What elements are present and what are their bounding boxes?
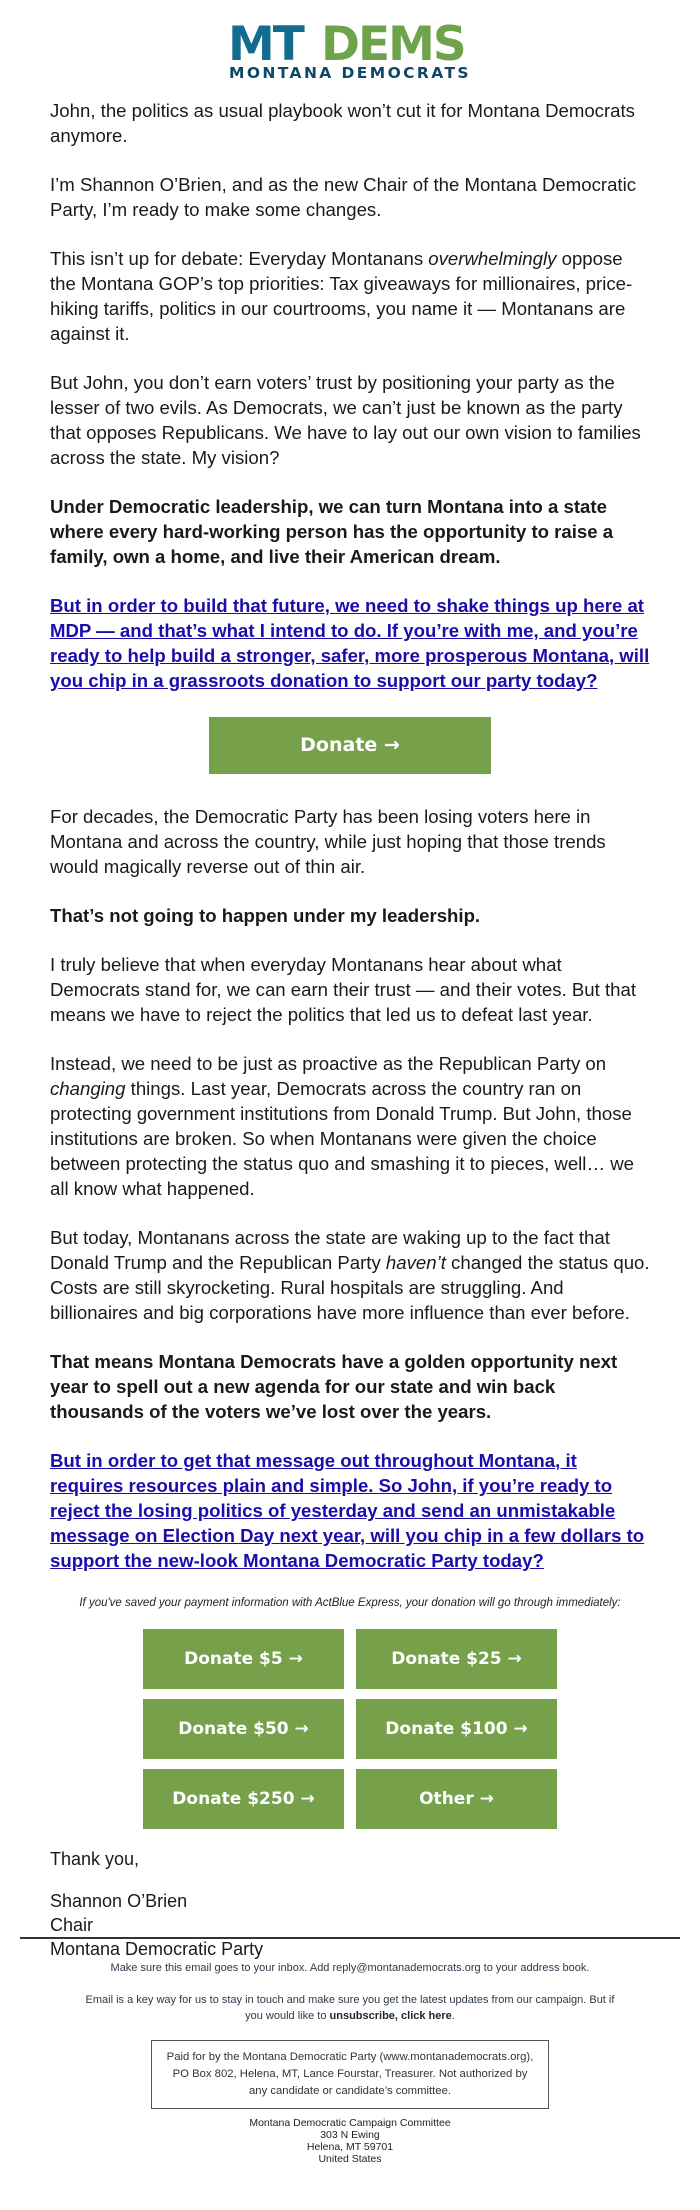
signature-title: Chair [50, 1915, 94, 1935]
donate-button[interactable]: Donate → [209, 717, 491, 774]
paragraph-ask-link-2 [50, 1448, 650, 1573]
address-line-4: United States [318, 2153, 382, 2165]
signature-block [50, 1889, 650, 1961]
logo-graphic [220, 16, 480, 82]
footer-keep-in-touch: Email is a key way for us to stay in touch and make sure you get the latest updates from our campaign. But if you would like to unsubscribe, click here. [85, 1994, 615, 2022]
paragraph-introduction-chair: I’m Shannon O’Brien, and as the new Chair of the Montana Democratic Party, I’m ready to make some changes. [50, 174, 637, 220]
donate-250-button[interactable]: Donate $250 → [143, 1769, 344, 1829]
address-line-3: Helena, MT 59701 [306, 2141, 394, 2153]
donate-main-wrap [50, 717, 650, 774]
paragraph-trust: But John, you don’t earn voters’ trust by positioning your party as the lesser of two evils. As Democrats, we can’t just be known as the party that opposes Republicans. We have to lay out our own vision to families across the state. My vision? [50, 372, 641, 468]
donate-5-button[interactable]: Donate $5 → [143, 1629, 344, 1689]
paragraph-vision: Under Democratic leadership, we can turn Montana into a state where every hard-working person has the opportunity to raise a family, own a home, and live their American dream. [50, 496, 614, 567]
paragraph-proactive: Instead, we need to be just as proactive as the Republican Party on changing things. Last year, Democrats across the country ran on protecting government institutions from Donald Trump. But John, those institutions are broken. So when Montanans were given the choice between protecting the status quo and smashing it to pieces, well… we all know what happened. [50, 1053, 634, 1199]
donate-50-button[interactable]: Donate $50 → [143, 1699, 344, 1759]
paragraph-opportunity: That means Montana Democrats have a golden opportunity next year to spell out a new agenda for our state and win back thousands of the voters we’ve lost over the years. [50, 1351, 618, 1422]
donate-other-button[interactable]: Other → [356, 1769, 557, 1829]
logo-dems: DEMS [321, 17, 465, 72]
mailing-address [80, 2117, 620, 2165]
signature-name: Shannon O’Brien [50, 1891, 188, 1911]
donate-100-button[interactable]: Donate $100 → [356, 1699, 557, 1759]
paid-for-disclaimer: Paid for by the Montana Democratic Party (www.montanademocrats.org), PO Box 802, Helena, MT, Lance Fourstar, Treasurer. Not authorized by any candidate or candidate’s committee. [151, 2040, 549, 2109]
address-line-2: 303 N Ewing [320, 2129, 380, 2141]
paragraph-ask-link-1 [50, 593, 650, 693]
signature-org: Montana Democratic Party [50, 1939, 264, 1959]
donate-amount-grid [143, 1629, 557, 1829]
email-body [50, 98, 650, 1979]
unsubscribe-link[interactable]: unsubscribe, click here [329, 2010, 452, 2022]
mt-dems-logo[interactable] [0, 16, 700, 82]
email-footer [80, 1960, 620, 2165]
paragraph-leadership: That’s not going to happen under my leadership. [50, 905, 481, 926]
donation-link-1[interactable]: But in order to build that future, we need to shake things up here at MDP — and that’s what I intend to do. If you’re with me, and you’re ready to help build a stronger, safer, more prosperous Montana, will you chip in a grassroots donation to support our party today? [50, 595, 650, 691]
paragraph-decades: For decades, the Democratic Party has been losing voters here in Montana and across the country, while just hoping that those trends would magically reverse out of thin air. [50, 806, 606, 877]
signoff-thanks: Thank you, [50, 1849, 140, 1869]
logo-subtitle: MONTANA DEMOCRATS [229, 64, 471, 82]
paragraph-intro: John, the politics as usual playbook won’t cut it for Montana Democrats anymore. [50, 100, 635, 146]
actblue-express-note: If you've saved your payment information with ActBlue Express, your donation will go through immediately: [79, 1597, 621, 1609]
paragraph-waking-up: But today, Montanans across the state are waking up to the fact that Donald Trump and the Republican Party haven’t changed the status quo. Costs are still skyrocketing. Rural hospitals are struggling. And billionaires and big corporations have more influence than ever before. [50, 1227, 650, 1323]
footer-divider [20, 1937, 680, 1939]
logo-mt: MT [228, 17, 303, 72]
address-line-1: Montana Democratic Campaign Committee [249, 2117, 451, 2129]
paragraph-believe: I truly believe that when everyday Montanans hear about what Democrats stand for, we can earn their trust — and their votes. But that means we have to reject the politics that led us to defeat last year. [50, 954, 636, 1025]
paragraph-debate: This isn’t up for debate: Everyday Montanans overwhelmingly oppose the Montana GOP’s top priorities: Tax giveaways for millionaires, price-hiking tariffs, politics in our courtrooms, you name it — Montanans are against it. [50, 248, 633, 344]
donate-25-button[interactable]: Donate $25 → [356, 1629, 557, 1689]
footer-address-book: Make sure this email goes to your inbox. Add reply@montanademocrats.org to your address book. [110, 1962, 590, 1974]
donation-link-2[interactable]: But in order to get that message out throughout Montana, it requires resources plain and simple. So John, if you’re ready to reject the losing politics of yesterday and send an unmistakable message on Election Day next year, will you chip in a few dollars to support the new-look Montana Democratic Party today? [50, 1450, 645, 1571]
